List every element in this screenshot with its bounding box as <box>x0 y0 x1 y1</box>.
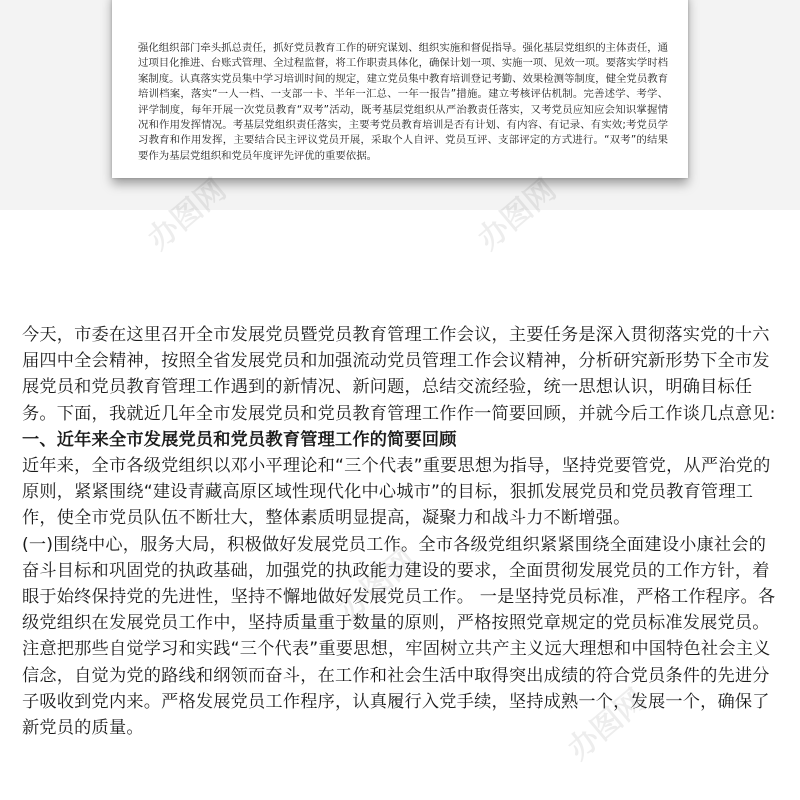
article-body <box>22 322 782 741</box>
body-paragraph: (一)围绕中心，服务大局，积极做好发展党员工作。全市各级党组织紧紧围绕全面建设小康社会的奋斗目标和巩固党的执政基础，加强党的执政能力建设的要求，全面贯彻发展党员的工作方针，着眼于始终保持党的先进性，坚持不懈地做好发展党员工作。 一是坚持党员标准，严格工作程序。各级党组织在发展党员工作中，坚持质量重于数量的原则，严格按照党章规定的党员标准发展党员。注意把那些自觉学习和实践“三个代表”重要思想，牢固树立共产主义远大理想和中国特色社会主义信念，自觉为党的路线和纲领而奋斗，在工作和社会生活中取得突出成绩的符合党员条件的先进分子吸收到党内来。严格发展党员工作程序，认真履行入党手续，坚持成熟一个，发展一个，确保了新党员的质量。 <box>22 534 776 739</box>
watermark-text: 办图网 <box>331 542 423 628</box>
preview-card-text: 强化组织部门牵头抓总责任，抓好党员教育工作的研究谋划、组织实施和督促指导。强化基层党组织的主体责任，通过项目化推进、台账式管理、全过程监督，将工作职责具体化，确保计划一项、实施一项、见效一项。要落实学时档案制度。认真落实党员集中学习培训时间的规定，建立党员集中教育培训登记考勤、效果检测等制度，健全党员教育培训档案，落实“一人一档、一支部一卡、半年一汇总、一年一报告”措施。建立考核评估机制。完善述学、考学、评学制度，每年开展一次党员教育“双考”活动，既考基层党组织从严治教责任落实，又考党员应知应会知识掌握情况和作用发挥情况。考基层党组织责任落实，主要考党员教育培训是否有计划、有内容、有记录、有实效;考党员学习教育和作用发挥，主要结合民主评议党员开展，采取个人自评、党员互评、支部评定的方式进行。“双考”的结果要作为基层党组织和党员年度评先评优的重要依据。 <box>138 42 668 162</box>
watermark-text: 办图网 <box>471 172 563 258</box>
section-heading: 一、近年来全市发展党员和党员教育管理工作的简要回顾 <box>22 429 457 450</box>
watermark-text: 办图网 <box>141 172 233 258</box>
intro-paragraph: 今天，市委在这里召开全市发展党员暨党员教育管理工作会议，主要任务是深入贯彻落实党的十六届四中全会精神，按照全省发展党员和加强流动党员管理工作会议精神，分析研究新形势下全市发展党员和党员教育管理工作遇到的新情况、新问题，总结交流经验，统一思想认识，明确目标任务。下面，我就近几年全市发展党员和党员教育管理工作作一简要回顾，并就今后工作谈几点意见: <box>22 325 776 424</box>
preview-background <box>0 0 800 258</box>
watermark-text: 办图网 <box>561 682 653 768</box>
document-preview-card <box>112 0 688 178</box>
body-paragraph: 近年来，全市各级党组织以邓小平理论和“三个代表”重要思想为指导，坚持党要管党，从严治党的原则，紧紧围绕“建设青藏高原区域性现代化中心城市”的目标，狠抓发展党员和党员教育管理工作，使全市党员队伍不断壮大，整体素质明显提高，凝聚力和战斗力不断增强。 <box>22 456 771 529</box>
